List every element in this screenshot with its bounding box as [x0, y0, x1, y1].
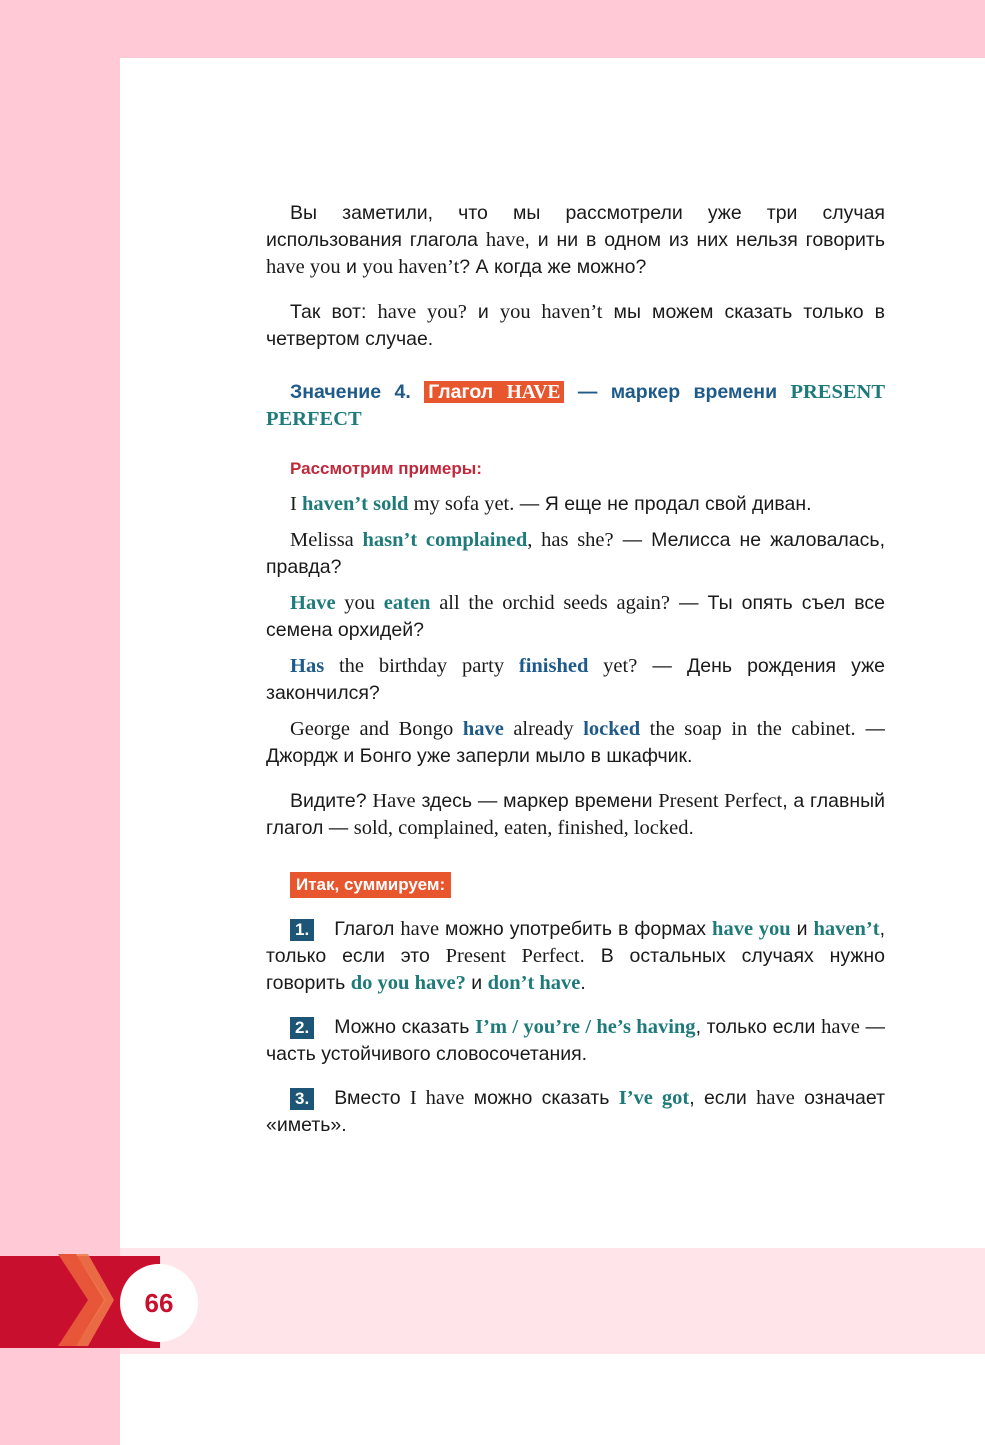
- heading-highlight: Глагол HAVE: [424, 381, 564, 403]
- examples-label: Рассмотрим примеры:: [290, 459, 482, 478]
- intro-paragraph-2: Так вот: have you? и you haven’t мы можем сказать только в четвертом случае.: [266, 301, 886, 350]
- intro-paragraph-1: Вы заметили, что мы рассмотрели уже три случая использования глагола have, и ни в одном из них нельзя говорить have you и you haven’t? А когда же можно?: [266, 202, 885, 278]
- summary-item-2: 2. Можно сказать I’m / you’re / he’s having, только если have — часть устойчивого словосочетания.: [266, 1016, 885, 1065]
- example-3: Have you eaten all the orchid seeds again? — Ты опять съел все семена орхидей?: [266, 592, 885, 641]
- main-content: [266, 200, 885, 1139]
- example-4: Has the birthday party finished yet? — День рождения уже закончился?: [266, 655, 885, 704]
- example-2: Melissa hasn’t complained, has she? — Мелисса не жаловалась, правда?: [266, 529, 885, 578]
- conclusion-paragraph: Видите? Have здесь — маркер времени Present Perfect, а главный глагол — sold, complained, eaten, finished, locked.: [266, 790, 885, 839]
- summary-label: Итак, суммируем:: [290, 872, 451, 898]
- footer-band: [120, 1248, 985, 1354]
- summary-number-1: 1.: [290, 919, 314, 941]
- summary-item-1: 1. Глагол have можно употребить в формах have you и haven’t, только если это Present Perfect. В остальных случаях нужно говорить do you have? и don’t have.: [266, 918, 886, 994]
- chevron-right-icon: [54, 1250, 114, 1350]
- summary-number-3: 3.: [290, 1088, 314, 1110]
- page-number: 66: [120, 1264, 198, 1342]
- section-heading: Значение 4. Глагол HAVE — маркер времени PRESENT PERFECT: [266, 381, 886, 430]
- summary-number-2: 2.: [290, 1017, 314, 1039]
- example-1: I haven’t sold my sofa yet. — Я еще не продал свой диван.: [290, 493, 812, 515]
- example-5: George and Bongo have already locked the soap in the cabinet. — Джордж и Бонго уже заперли мыло в шкафчик.: [266, 718, 886, 767]
- summary-item-3: 3. Вместо I have можно сказать I’ve got, если have означает «иметь».: [266, 1087, 886, 1136]
